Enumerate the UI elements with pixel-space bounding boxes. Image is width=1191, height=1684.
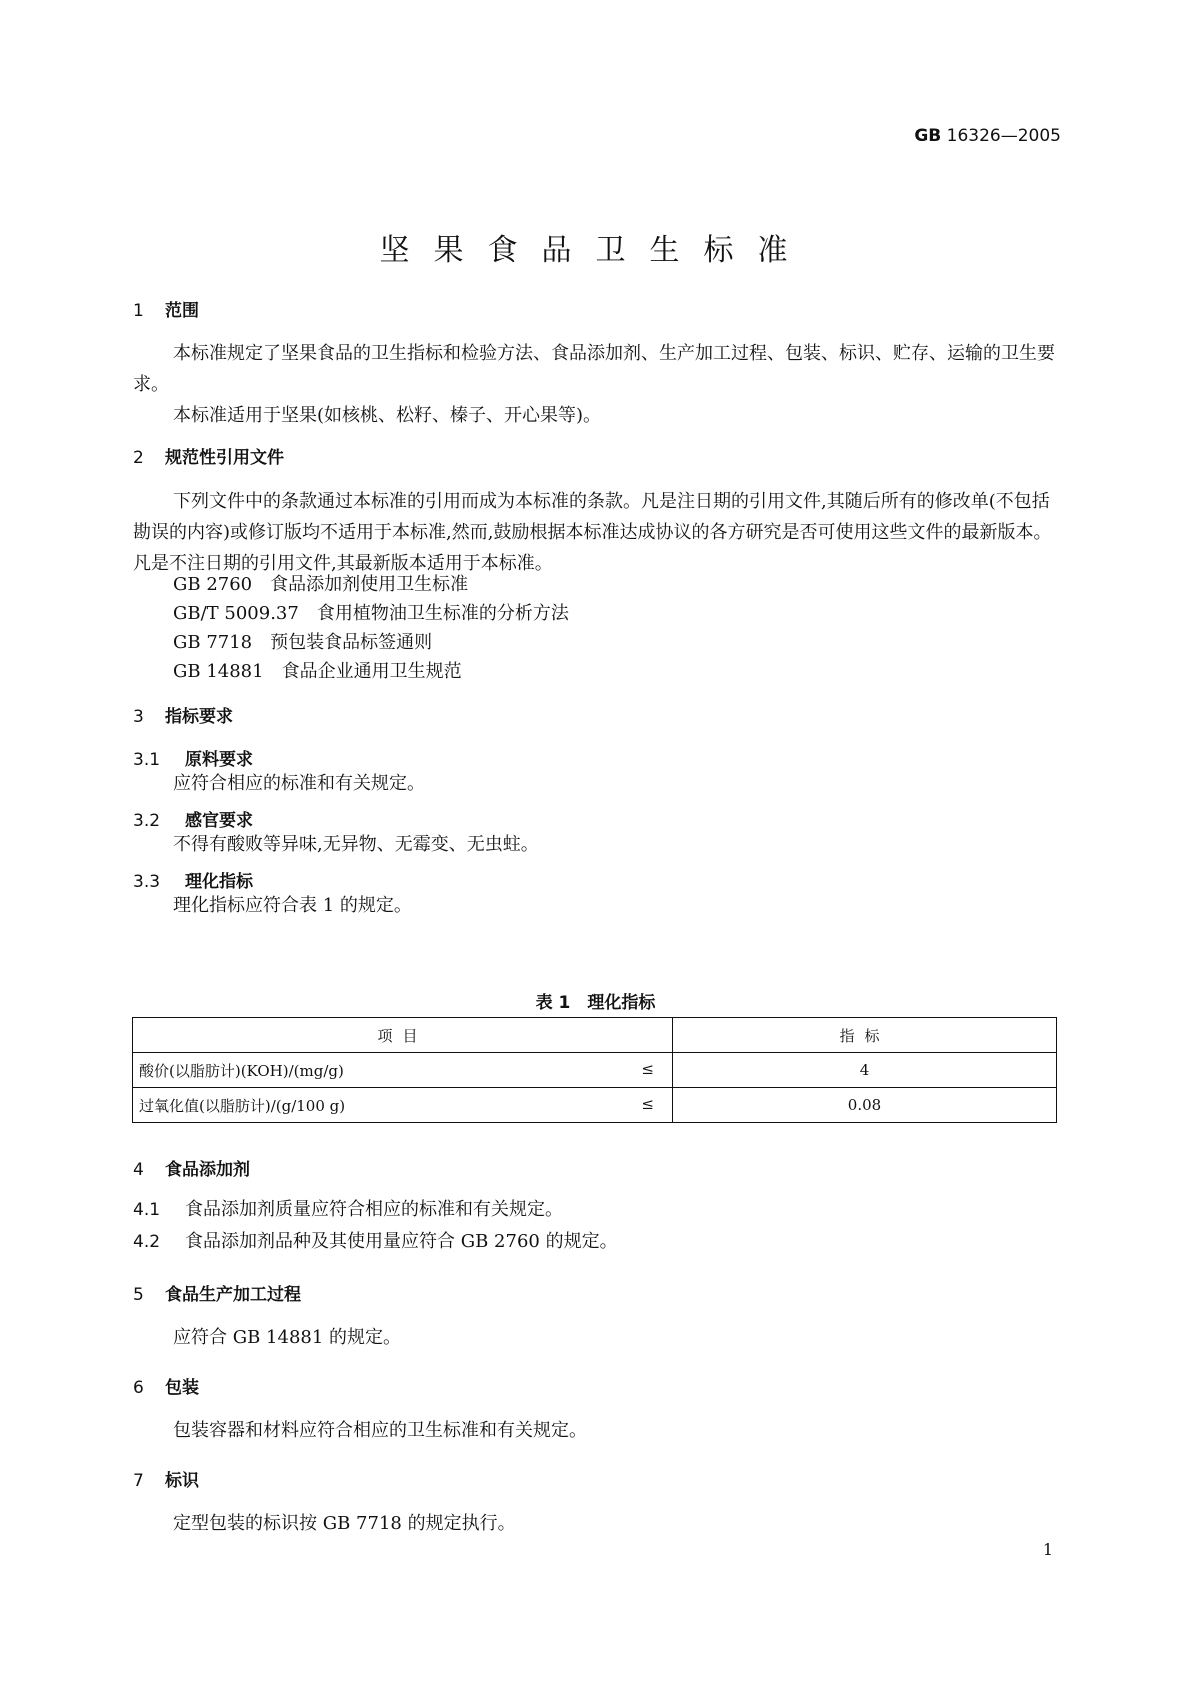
standard-code: 16326—2005 (946, 126, 1061, 146)
item-name: 酸价(以脂肪计)(KOH)/(mg/g) (139, 1061, 344, 1080)
table-row (133, 1053, 1057, 1088)
reference-item (173, 627, 432, 658)
clause-text: 食品添加剂质量应符合相应的标准和有关规定。 (185, 1199, 563, 1220)
physicochemical-table (132, 1017, 1057, 1123)
table-caption: 表 1 理化指标 (535, 993, 656, 1013)
item-cell (133, 1053, 673, 1088)
subsection-3-1-heading (133, 745, 253, 770)
table-row (133, 1088, 1057, 1123)
section-6-text: 包装容器和材料应符合相应的卫生标准和有关规定。 (173, 1420, 587, 1441)
section-title: 食品添加剂 (165, 1160, 250, 1180)
section-5-heading (133, 1280, 301, 1305)
section-number: 4 (133, 1160, 144, 1180)
clause-4-1 (133, 1194, 563, 1226)
subsection-3-3-heading (133, 867, 253, 892)
section-title: 包装 (165, 1378, 199, 1398)
column-header-value: 指标 (673, 1018, 1057, 1053)
subsection-3-2-heading (133, 806, 253, 831)
reference-name: 预包装食品标签通则 (270, 632, 433, 653)
clause-4-2 (133, 1226, 618, 1258)
section-number: 7 (133, 1471, 144, 1491)
section-number: 1 (133, 301, 144, 321)
section-title: 指标要求 (165, 707, 233, 727)
column-header-item: 项目 (133, 1018, 673, 1053)
subsection-title: 原料要求 (185, 750, 253, 770)
subsection-title: 感官要求 (185, 811, 253, 831)
section-number: 5 (133, 1285, 144, 1305)
reference-code: GB 14881 (173, 661, 264, 682)
clause-number: 4.1 (133, 1200, 161, 1220)
page-number: 1 (1042, 1540, 1053, 1559)
document-title: 坚果食品卫生标准 (379, 233, 812, 268)
reference-item (173, 656, 462, 687)
item-cell (133, 1088, 673, 1123)
reference-name: 食用植物油卫生标准的分析方法 (316, 603, 569, 624)
section-5-text: 应符合 GB 14881 的规定。 (173, 1327, 402, 1348)
section-title: 范围 (165, 301, 199, 321)
section-number: 2 (133, 448, 144, 468)
subsection-title: 理化指标 (185, 872, 253, 892)
standard-number (914, 126, 1061, 146)
reference-item (173, 598, 569, 629)
section-1-paragraph-2: 本标准适用于坚果(如核桃、松籽、榛子、开心果等)。 (173, 405, 602, 426)
operator-symbol: ≤ (641, 1059, 654, 1078)
reference-name: 食品企业通用卫生规范 (281, 661, 462, 682)
section-title: 食品生产加工过程 (165, 1285, 301, 1305)
section-7-heading (133, 1466, 199, 1491)
subsection-3-2-text: 不得有酸败等异味,无异物、无霉变、无虫蛀。 (173, 834, 539, 855)
table-header-row (133, 1018, 1057, 1053)
clause-text: 食品添加剂品种及其使用量应符合 GB 2760 的规定。 (185, 1231, 618, 1252)
subsection-number: 3.1 (133, 750, 161, 770)
section-3-heading (133, 702, 233, 727)
section-number: 6 (133, 1378, 144, 1398)
section-6-heading (133, 1373, 199, 1398)
value-cell: 4 (673, 1053, 1057, 1088)
subsection-number: 3.2 (133, 811, 161, 831)
section-title: 标识 (165, 1471, 199, 1491)
section-number: 3 (133, 707, 144, 727)
reference-code: GB 7718 (173, 632, 253, 653)
section-2-heading (133, 443, 284, 468)
value-cell: 0.08 (673, 1088, 1057, 1123)
standard-prefix: GB (914, 126, 942, 146)
section-1-paragraph-1: 本标准规定了坚果食品的卫生指标和检验方法、食品添加剂、生产加工过程、包装、标识、贮存、运输的卫生要求。 (133, 343, 1055, 395)
reference-item (173, 569, 468, 600)
subsection-3-3-text: 理化指标应符合表 1 的规定。 (173, 895, 412, 916)
operator-symbol: ≤ (641, 1094, 654, 1113)
section-2-paragraph: 下列文件中的条款通过本标准的引用而成为本标准的条款。凡是注日期的引用文件,其随后所有的修改单(不包括勘误的内容)或修订版均不适用于本标准,然而,鼓励根据本标准达成协议的各方研究是否可使用这些文件的最新版本。凡是不注日期的引用文件,其最新版本适用于本标准。 (133, 491, 1052, 574)
reference-name: 食品添加剂使用卫生标准 (270, 574, 469, 595)
section-7-text: 定型包装的标识按 GB 7718 的规定执行。 (173, 1513, 516, 1534)
reference-code: GB 2760 (173, 574, 253, 595)
section-1-heading (133, 296, 199, 321)
subsection-3-1-text: 应符合相应的标准和有关规定。 (173, 773, 425, 794)
subsection-number: 3.3 (133, 872, 161, 892)
clause-number: 4.2 (133, 1232, 161, 1252)
section-title: 规范性引用文件 (165, 448, 284, 468)
item-name: 过氧化值(以脂肪计)/(g/100 g) (139, 1096, 346, 1115)
reference-code: GB/T 5009.37 (173, 603, 299, 624)
section-4-heading (133, 1155, 250, 1180)
